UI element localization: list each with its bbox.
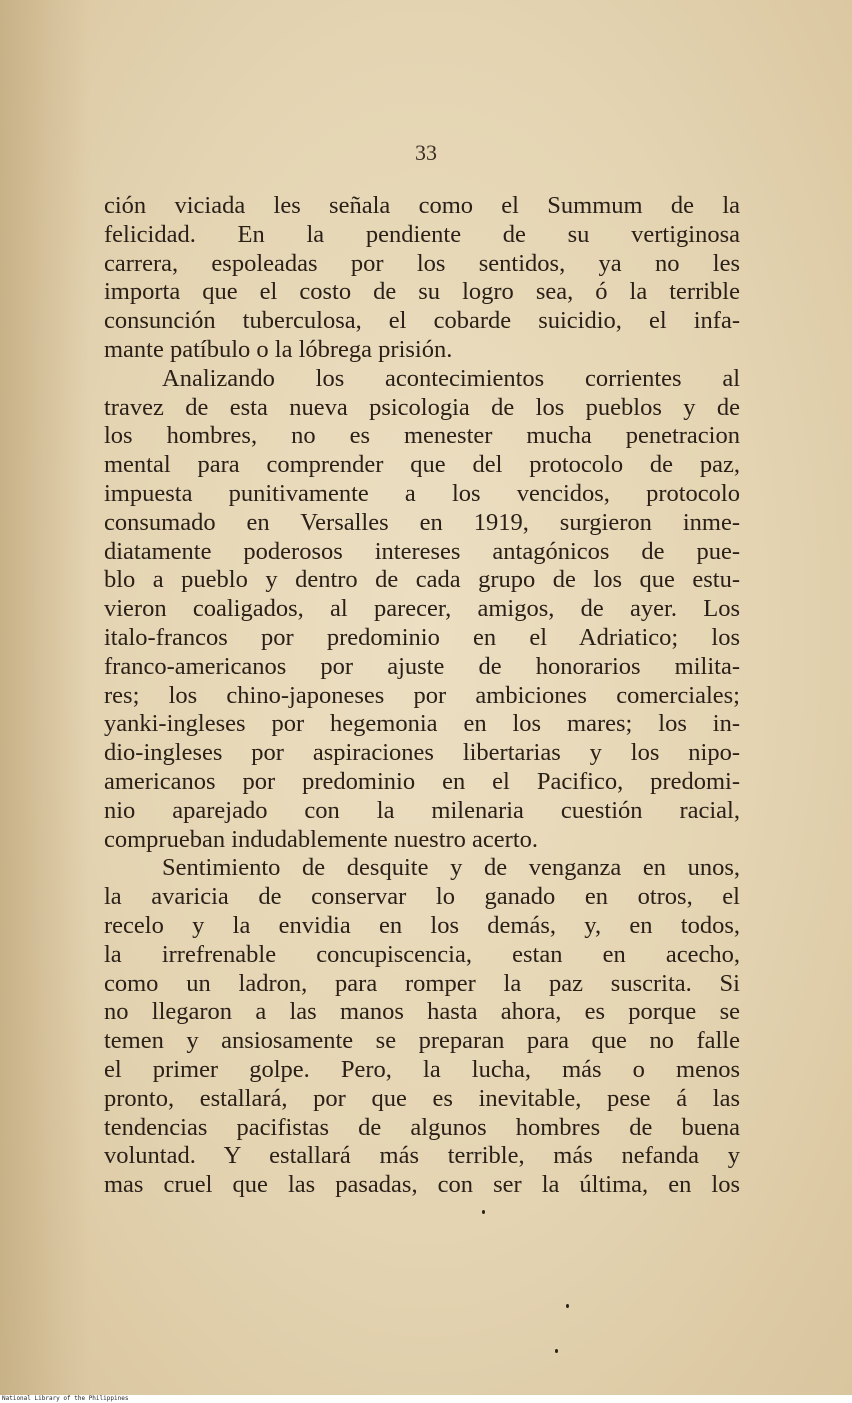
text-line: temen y ansiosamente se preparan para que no falle (104, 1027, 740, 1055)
text-line: recelo y la envidia en los demás, y, en todos, (104, 911, 740, 939)
page-number: 33 (415, 140, 437, 165)
footer-credit: National Library of the Philippines (0, 1395, 852, 1403)
text-line: nio aparejado con la milenaria cuestión racial, (104, 796, 740, 824)
ink-speck (482, 1210, 485, 1214)
text-line: como un ladron, para romper la paz suscrita. Si (104, 969, 740, 997)
text-line: vieron coaligados, al parecer, amigos, de ayer. Los (104, 595, 740, 623)
text-line: res; los chino-japoneses por ambiciones comerciales; (104, 681, 740, 709)
text-line: la avaricia de conservar lo ganado en otros, el (104, 883, 740, 911)
text-line: carrera, espoleadas por los sentidos, ya no les (104, 249, 740, 277)
ink-speck (566, 1304, 569, 1308)
text-line: los hombres, no es menester mucha penetracion (104, 422, 740, 450)
text-line: blo a pueblo y dentro de cada grupo de los que estu- (104, 566, 740, 594)
text-line: felicidad. En la pendiente de su vertiginosa (104, 220, 740, 248)
text-line: voluntad. Y estallará más terrible, más nefanda y (104, 1142, 740, 1170)
text-line: americanos por predominio en el Pacifico, predomi- (104, 767, 740, 795)
text-body (104, 192, 740, 1200)
text-line: mante patíbulo o la lóbrega prisión. (104, 335, 453, 363)
text-line: dio-ingleses por aspiraciones libertarias y los nipo- (104, 739, 740, 767)
text-line: pronto, estallará, por que es inevitable, pese á las (104, 1084, 740, 1112)
text-line: Analizando los acontecimientos corrientes al (162, 364, 740, 392)
text-line: yanki-ingleses por hegemonia en los mares; los in- (104, 710, 740, 738)
text-line: comprueban indudablemente nuestro acerto. (104, 825, 539, 853)
text-line: mas cruel que las pasadas, con ser la última, en los (104, 1171, 740, 1199)
text-line: el primer golpe. Pero, la lucha, más o menos (104, 1055, 740, 1083)
text-line: importa que el costo de su logro sea, ó la terrible (104, 278, 740, 306)
text-line: tendencias pacifistas de algunos hombres de buena (104, 1113, 740, 1141)
text-line: mental para comprender que del protocolo de paz, (104, 451, 740, 479)
text-line: consumado en Versalles en 1919, surgieron inme- (104, 508, 740, 536)
text-line: travez de esta nueva psicologia de los pueblos y de (104, 393, 740, 421)
text-line: la irrefrenable concupiscencia, estan en acecho, (104, 940, 740, 968)
text-line: franco-americanos por ajuste de honorarios milita- (104, 652, 740, 680)
text-line: Sentimiento de desquite y de venganza en unos, (162, 854, 740, 882)
text-line: impuesta punitivamente a los vencidos, protocolo (104, 479, 740, 507)
ink-speck (555, 1349, 558, 1353)
text-line: italo-francos por predominio en el Adriatico; los (104, 623, 740, 651)
text-line: ción viciada les señala como el Summum de la (104, 192, 740, 219)
text-line: diatamente poderosos intereses antagónicos de pue- (104, 537, 740, 565)
text-line: consunción tuberculosa, el cobarde suicidio, el infa- (104, 307, 740, 335)
text-line: no llegaron a las manos hasta ahora, es porque se (104, 998, 740, 1026)
